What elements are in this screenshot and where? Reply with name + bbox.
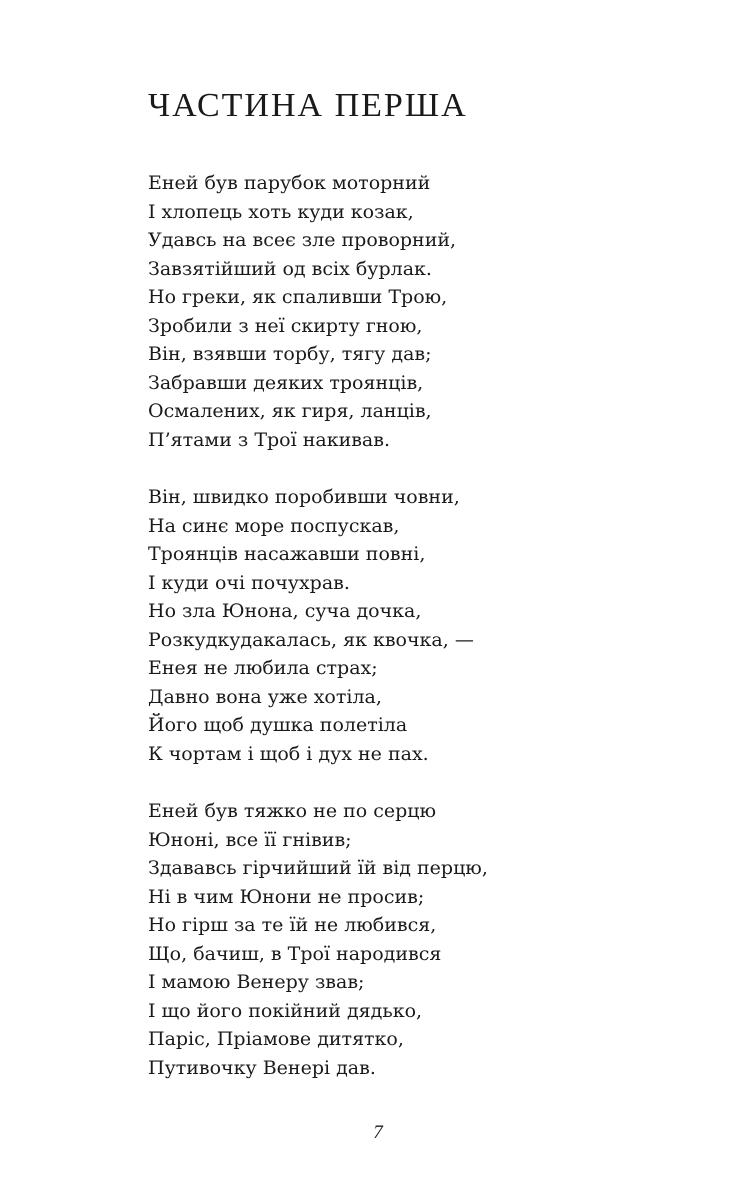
verse-line: Давно вона уже хотіла, xyxy=(148,685,382,708)
verse-line: І хлопець хоть куди козак, xyxy=(148,200,414,223)
verse-line: Енея не любила страх; xyxy=(148,657,378,679)
verse-line: Путивочку Венері дав. xyxy=(148,1056,376,1079)
verse-line: Юноні, все її гнівив; xyxy=(148,828,352,851)
verse-line: Удавсь на всеє зле проворний, xyxy=(148,229,457,251)
verse-line: І куди очі почухрав. xyxy=(148,571,350,594)
verse-line: І мамою Венеру звав; xyxy=(148,971,365,993)
verse-line: Еней був парубок моторний xyxy=(148,172,431,194)
verse-line: Він, швидко поробивши човни, xyxy=(148,486,460,508)
verse-line: Його щоб душка полетіла xyxy=(148,714,408,736)
verse-line: Но греки, як спаливши Трою, xyxy=(148,286,448,308)
verse-line: Еней був тяжко не по серцю xyxy=(148,800,437,822)
verse-line: Осмалених, як гиря, ланців, xyxy=(148,400,432,422)
verse-line: Він, взявши торбу, тягу дав; xyxy=(148,343,432,365)
page-number: 7 xyxy=(373,1122,383,1143)
stanza-1 xyxy=(148,169,456,454)
verse-line: І що його покійний дядько, xyxy=(148,999,423,1022)
verse-line: Паріс, Пріамове дитятко, xyxy=(148,1028,404,1050)
verse-line: Ні в чим Юнони не просив; xyxy=(148,885,425,908)
verse-line: Но гірш за те їй не любився, xyxy=(148,914,437,936)
verse-line: Зробили з неї скирту гною, xyxy=(148,314,423,337)
verse-line: К чортам і щоб і дух не пах. xyxy=(148,742,429,765)
stanza-3 xyxy=(148,797,488,1082)
verse-line: П’ятами з Трої накивав. xyxy=(148,428,390,451)
verse-line: Розкудкудакалась, як квочка, — xyxy=(148,628,474,651)
verse-line: Троянців насажавши повні, xyxy=(148,543,426,565)
verse-line: Що, бачиш, в Трої народився xyxy=(148,942,442,965)
verse-line: Но зла Юнона, суча дочка, xyxy=(148,600,422,622)
verse-line: Завзятійший од всіх бурлак. xyxy=(148,257,432,280)
verse-line: Забравши деяких троянців, xyxy=(148,371,424,394)
stanza-2 xyxy=(148,483,474,768)
verse-line: На синє море поспускав, xyxy=(148,514,400,537)
verse-line: Здававсь гірчийший їй від перцю, xyxy=(148,857,488,879)
chapter-title: ЧАСТИНА ПЕРША xyxy=(148,87,468,124)
